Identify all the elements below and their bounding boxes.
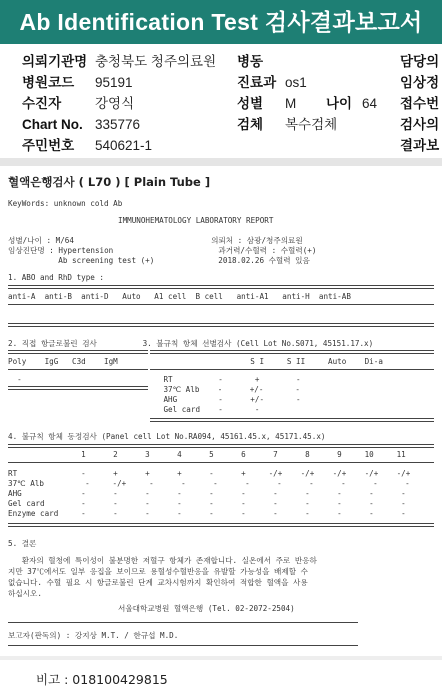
header-line-2: 임상진단명 : Hypertension 과거력/수혈력 : 수혈력(+) (8, 246, 317, 255)
age-value: 64 (362, 96, 378, 111)
ward-label: 병동 (237, 54, 264, 69)
panel-row-ahg: AHG - - - - - - - - - - - (8, 489, 406, 498)
rule (8, 369, 148, 370)
examiner-label: 검사의 (400, 117, 440, 132)
report-heading: 혈액은행검사 ( L70 ) [ Plain Tube ] (8, 175, 211, 189)
section-divider (0, 158, 442, 166)
remarks: 비고 : 018100429815 (36, 672, 168, 687)
lab-report-title: IMMUNOHEMATOLOGY LABORATORY REPORT (118, 216, 274, 225)
section-5-title: 5. 결론 (8, 539, 37, 548)
info-row (0, 73, 442, 93)
info-row (0, 136, 442, 156)
section-4-title: 4. 불규칙 항체 동정검사 (Panel cell Lot No.RA094, 45161.45.x, 45171.45.x) (8, 432, 326, 441)
rule (8, 462, 434, 463)
age-label: 나이 (326, 96, 353, 111)
specimen-value: 복수검체 (285, 117, 338, 132)
hospital-code-label: 병원코드 (22, 75, 75, 90)
lab-report (0, 166, 442, 700)
patient-label: 수진자 (22, 96, 62, 111)
rule (8, 622, 358, 623)
screen-row-37: 37℃ Alb - +/- - (8, 385, 300, 394)
section-1-title: 1. ABO and RhD type : (8, 273, 105, 282)
double-rule (150, 418, 434, 422)
rule (150, 369, 434, 370)
conclusion-line: 지만 37℃에서도 일부 응집을 보이므로 용혈성수혈반응을 유발할 가능성을 배제할 수 (8, 567, 308, 576)
resident-no-label: 주민번호 (22, 138, 75, 153)
double-rule (8, 350, 148, 354)
panel-row-enzyme: Enzyme card - - - - - - - - - - - (8, 509, 406, 518)
conclusion-line: 없습니다. 수혈 필요 시 항글로불린 단계 교차시험까지 확인하여 적합한 혈액을 사용 (8, 578, 308, 587)
panel-columns: 1 2 3 4 5 6 7 8 9 10 11 (8, 450, 406, 459)
double-rule (150, 350, 434, 354)
specimen-label: 검체 (237, 117, 264, 132)
referral-hospital-value: 충청북도 청주의료원 (95, 54, 217, 69)
resident-no-value: 540621-1 (95, 138, 153, 153)
section-2-3-title: 2. 직접 항글로불린 검사 3. 불규칙 항체 선별검사 (Cell Lot No.S071, 45151.17.x) (8, 339, 374, 348)
patient-name-value: 강영식 (95, 96, 135, 111)
double-rule (8, 523, 434, 527)
chart-no-value: 335776 (95, 117, 141, 132)
panel-row-37: 37℃ Alb - -/+ - - - - - - - - - (8, 479, 410, 488)
double-rule (8, 323, 434, 327)
screen-row-ahg: AHG - +/- - (8, 395, 301, 404)
info-row (0, 94, 442, 114)
chart-no-label: Chart No. (22, 117, 83, 132)
double-rule (8, 285, 434, 289)
info-row (0, 115, 442, 135)
panel-row-rt: RT - + + + - + -/+ -/+ -/+ -/+ -/+ (8, 469, 411, 478)
info-row (0, 52, 442, 72)
hospital-code-value: 95191 (95, 75, 133, 90)
sex-label: 성별 (237, 96, 264, 111)
department-label: 진료과 (237, 75, 277, 90)
referral-hospital-label: 의뢰기관명 (22, 54, 88, 69)
double-rule (8, 444, 434, 448)
department-value: os1 (285, 75, 307, 90)
abo-columns: anti-A anti-B anti-D Auto A1 cell B cell anti-A1 anti-H anti-AB (8, 292, 351, 301)
doctor-label: 담당의 (400, 54, 440, 69)
header-line-3: Ab screening test (+) 2018.02.26 수혈력 있음 (8, 256, 310, 265)
section-divider (0, 656, 442, 660)
panel-row-gel: Gel card - - - - - - - - - - - (8, 499, 406, 508)
conclusion-line: 환자의 혈청에 특이성이 불분명한 저혈구 항체가 존재합니다. 실온에서 주로 반응하 (8, 556, 317, 565)
conclusion-line: 하십시오. (8, 589, 42, 598)
blood-bank-contact: 서울대학교병원 혈액은행 (Tel. 02-2072-2504) (118, 604, 295, 613)
receipt-label: 접수번 (400, 96, 440, 111)
screen-row-rt: - RT - + - (8, 375, 301, 384)
screen-row-gel: Gel card - - (8, 405, 260, 414)
header-line-1: 성별/나이 : M/64 의뢰처 : 삼광/청주의료원 (8, 236, 303, 245)
reporter-line: 보고자(판독의) : 강지상 M.T. / 한규섭 M.D. (8, 631, 179, 640)
dat-columns: Poly IgG C3d IgM S I S II Auto Di-a (8, 357, 383, 366)
rule (8, 304, 434, 305)
clinical-label: 임상정 (400, 75, 440, 90)
keywords-line: KeyWords: unknown cold Ab (8, 199, 123, 208)
report-title: Ab Identification Test 검사결과보고서 (0, 0, 442, 44)
sex-value: M (285, 96, 297, 111)
result-report-label: 결과보 (400, 138, 440, 153)
rule (8, 645, 358, 646)
patient-info-table (0, 52, 442, 156)
